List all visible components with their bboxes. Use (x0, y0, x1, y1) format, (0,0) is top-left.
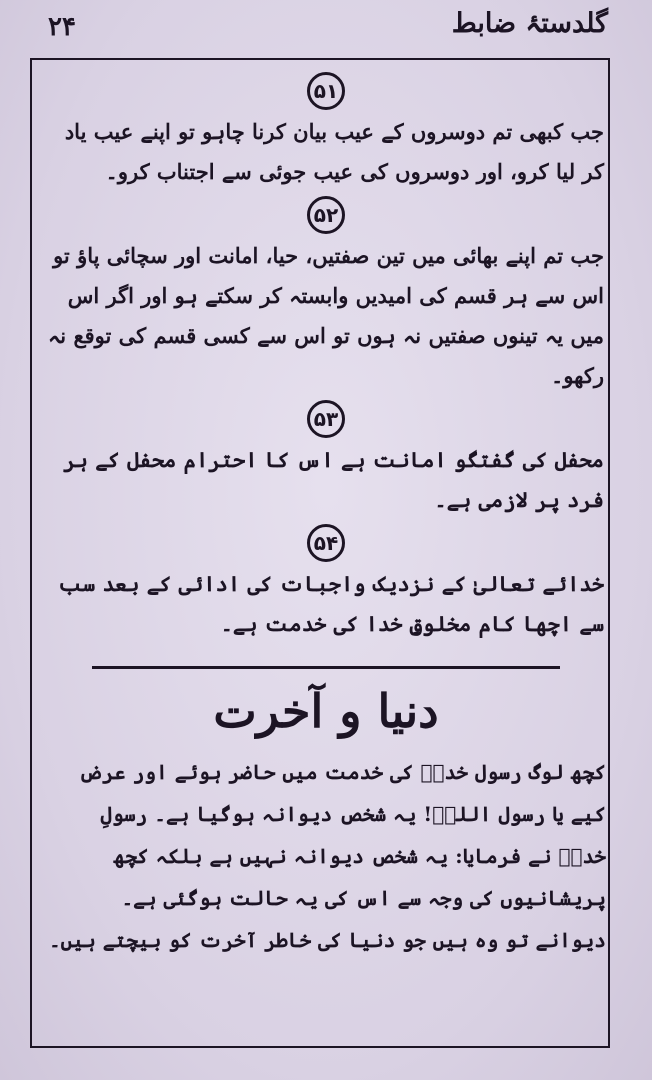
saying-number-badge: ۵۲ (307, 196, 345, 234)
saying-text: جب کبھی تم دوسروں کے عیب بیان کرنا چاہو تو اپنے عیب یاد کر لیا کرو، اور دوسروں کی عیب جوئی سے اجتناب کرو۔ (64, 119, 604, 184)
saying-number-badge: ۵۴ (307, 524, 345, 562)
section-divider (92, 666, 560, 669)
page-number: ۲۴ (48, 12, 76, 42)
saying-number-badge: ۵۳ (307, 400, 345, 438)
closing-heading: دنیا و آخرت (213, 684, 439, 738)
saying-number-badge: ۵۱ (307, 72, 345, 110)
page-header (40, 6, 612, 52)
running-title: گلدستۂ ضابط (451, 8, 608, 39)
saying-54 (42, 524, 610, 644)
closing-text: کچھ لوگ رسول خداؐ کی خدمت میں حاضر ہوئے اور عرض کیے یا رسول اللہؐ! یہ شخص دیوانہ ہوگیا ہے۔ رسولِ خداؐ نے فرمایا: یہ شخص دیوانہ نہیں ہے بلکہ کچھ پریشانیوں کی وجہ سے اس کی یہ حالت ہوگئی ہے۔ دیوانے تو وہ ہیں جو دنیا کی خاطر آخرت کو بیچتے ہیں۔ (48, 760, 606, 952)
saying-text: جب تم اپنے بھائی میں تین صفتیں، حیا، امانت اور سچائی پاؤ تو اس سے ہر قسم کی امیدیں وابستہ کر سکتے ہو اور اگر اس میں یہ تینوں صفتیں نہ ہوں تو اس سے کسی قسم کی توقع نہ رکھو۔ (48, 243, 604, 388)
saying-51 (42, 72, 610, 192)
saying-text: محفل کی گفتگو امانت ہے اس کا احترام محفل کے ہر فرد پر لازمی ہے۔ (63, 447, 604, 512)
saying-52 (42, 196, 610, 396)
saying-text: خدائے تعالیٰ کے نزدیک واجبات کی ادائی کے بعد سب سے اچھا کام مخلوقِ خدا کی خدمت ہے۔ (58, 571, 604, 636)
saying-53 (42, 400, 610, 520)
page-content (42, 72, 610, 961)
